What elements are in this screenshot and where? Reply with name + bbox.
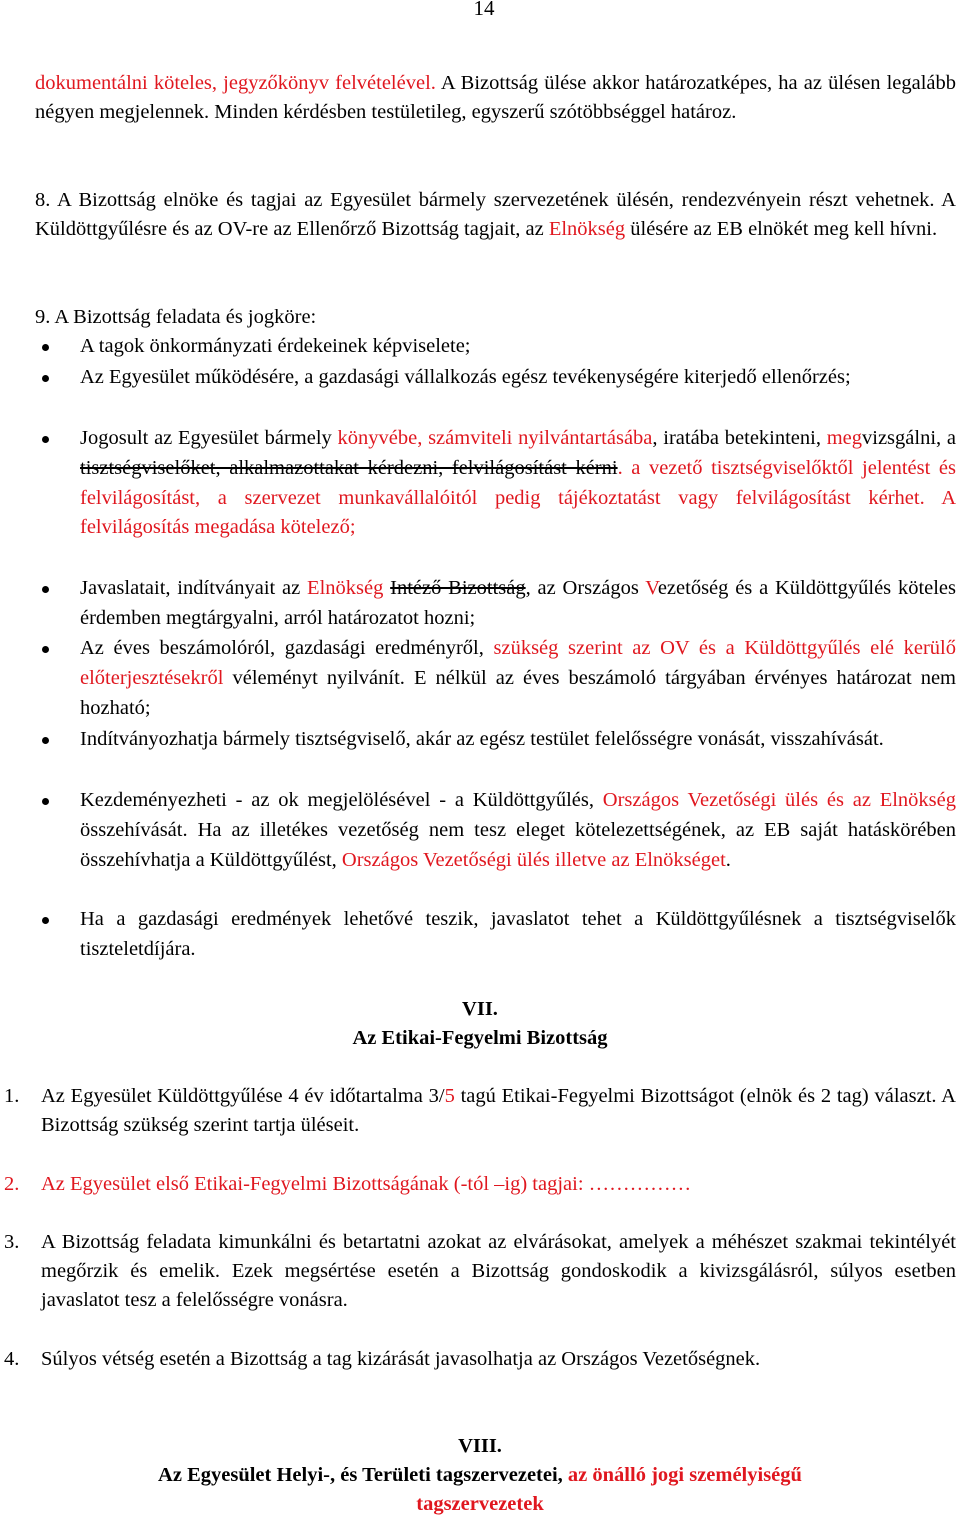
bullet-item-4: [80, 574, 956, 634]
section-vii-roman: VII.: [462, 998, 498, 1020]
b3-text-c: , iratába betekinteni,: [652, 427, 827, 449]
b5-text-a: Az éves beszámolóról, gazdasági eredményről,: [80, 637, 494, 659]
p8-text-c: ülésére az EB elnökét meg kell hívni.: [625, 218, 938, 241]
bullet-2-text: Az Egyesület működésére, a gazdasági vállalkozás egész tevékenységére kiterjedő ellenőrzés;: [80, 366, 851, 388]
section-viii-roman: VIII.: [458, 1435, 502, 1457]
i1-text-c: tagú Etikai-Fegyelmi Bizottságot (elnök és 2 tag) választ. A Bizottság szükség szerint tartja üléseit.: [41, 1085, 956, 1136]
item-1-text: [41, 1082, 956, 1140]
intro-text: A Bizottság ülése akkor határozatképes, ha az ülésen legalább négyen megjelennek. Minden kérdésben testületileg, egyszerű szótöbbséggel határoz.: [35, 72, 957, 124]
b7-red-ov-ulest: Országos Vezetőségi ülés illetve az Elnökséget: [341, 848, 726, 871]
b3-struck-text: tisztségviselőket, alkalmazottakat kérdezni, felvilágosítást kérni: [80, 456, 618, 479]
p8-text-a: 8. A Bizottság elnöke és tagjai az Egyesület bármely szervezetének ülésén, rendezvényein részt vehetnek. A Küldöttgyűlésre és az OV-re az Ellenőrző Bizottság tagjait, az: [35, 189, 956, 241]
b7-text-c: összehívását. Ha az illetékes vezetőség nem tesz eleget kötelezettségének, az EB saját hatáskörében összehívhatja a Küldöttgyűlést,: [80, 818, 956, 871]
section-vii-title: Az Etikai-Fegyelmi Bizottság: [352, 1027, 608, 1049]
bullet-item-6: [80, 725, 956, 755]
bullet-item-3: [80, 424, 956, 543]
b4-text-a: Javaslatait, indítványait az: [80, 577, 308, 599]
s8-title-a: Az Egyesület Helyi-, és Területi tagszervezetei,: [158, 1464, 568, 1486]
bullet-dot: [42, 646, 49, 653]
b3-red-meg: meg: [826, 427, 863, 449]
bullet-dot: [42, 798, 49, 805]
b3-red-konyv: könyvébe, számviteli nyilvántartásába: [337, 427, 653, 449]
section-vii-item-1: [4, 1082, 956, 1140]
b4-red-elnokseg: Elnökség: [307, 577, 384, 599]
bullet-item-2: [80, 363, 956, 393]
item-3-text: A Bizottság feladata kimunkálni és betartatni azokat az elvárásokat, amelyek a méhészet szakmai tekintélyét megőrzik és emelik. Ezek megsértése esetén a Bizottság gondoskodik a kivizsgálásról, súlyos esetben javaslatot tesz a felelősségre vonásra.: [41, 1231, 956, 1311]
i1-text-a: Az Egyesület Küldöttgyűlése 4 év időtartalma 3/: [41, 1085, 445, 1107]
page-number: 14: [473, 0, 495, 20]
item-number: 1.: [4, 1085, 20, 1107]
paragraph-8: [35, 186, 956, 244]
i1-red-5: 5: [444, 1085, 455, 1107]
b4-text-e: , az Országos: [525, 577, 646, 599]
bullet-1-text: A tagok önkormányzati érdekeinek képviselete;: [80, 335, 471, 357]
item-2-text: Az Egyesület első Etikai-Fegyelmi Bizottságának (-tól –ig) tagjai: ……………: [41, 1173, 692, 1195]
bullet-6-text: Indítványozhatja bármely tisztségviselő, akár az egész testület felelősségre vonását, visszahívását.: [80, 728, 884, 750]
bullet-dot: [42, 917, 49, 924]
intro-red-text: dokumentálni köteles, jegyzőkönyv felvételével.: [35, 72, 436, 94]
b5-text-c: véleményt nyilvánít. E nélkül az éves beszámoló tárgyában érvényes határozat nem hozható;: [80, 666, 956, 719]
b4-red-v: V: [645, 577, 658, 599]
section-viii-title: [0, 1461, 960, 1490]
b5-red-text: szükség szerint az OV és a Küldöttgyűlés elé kerülő előterjesztésekről: [80, 637, 956, 689]
bullet-dot: [42, 737, 49, 744]
intro-paragraph: [35, 69, 956, 127]
p9-title-text: 9. A Bizottság feladata és jogköre:: [35, 306, 317, 328]
p8-elnokseg: Elnökség: [548, 218, 626, 241]
item-number: 4.: [4, 1348, 20, 1370]
b4-struck-ib: Intéző Bizottság: [390, 577, 526, 599]
item-number: 2.: [4, 1173, 20, 1195]
b3-text-a: Jogosult az Egyesület bármely: [80, 427, 338, 449]
bullet-item-8: [80, 905, 956, 965]
bullet-8-text: Ha a gazdasági eredmények lehetővé teszik, javaslatot tehet a Küldöttgyűlésnek a tisztségviselők tiszteletdíjára.: [80, 908, 956, 960]
s8-title-red: az önálló jogi személyiségű: [567, 1464, 802, 1486]
bullet-item-5: [80, 634, 956, 723]
bullet-item-1: [80, 332, 956, 362]
bullet-dot: [42, 375, 49, 382]
b7-period: .: [725, 848, 731, 871]
b4-text-g: ezetőség és a Küldöttgyűlés köteles érdemben megtárgyalni, arról határozatot hozni;: [80, 577, 957, 629]
bullet-item-7: [80, 786, 956, 875]
section-viii-title-line2: tagszervezetek: [416, 1493, 544, 1515]
bullet-dot: [42, 344, 49, 351]
b3-red-addition: . a vezető tisztségviselőktől jelentést és felvilágosítást, a szervezet munkavállalóitól pedig tájékoztatást vagy felvilágosítást kérhet. A felvilágosítás megadása kötelező;: [80, 456, 957, 539]
paragraph-9-title: [35, 303, 956, 332]
b7-red-ov-elnokseg: Országos Vezetőségi ülés és az Elnökség: [602, 789, 956, 811]
b3-text-e: vizsgálni, a: [862, 427, 956, 449]
section-vii-item-3: [4, 1228, 956, 1315]
section-vii-item-4: [4, 1345, 956, 1374]
bullet-dot: [42, 586, 49, 593]
item-4-text: Súlyos vétség esetén a Bizottság a tag kizárását javasolhatja az Országos Vezetőségnek.: [41, 1348, 761, 1370]
bullet-dot: [42, 436, 49, 443]
item-number: 3.: [4, 1231, 20, 1253]
section-vii-item-2: [4, 1170, 956, 1199]
b7-text-a: Kezdeményezheti - az ok megjelölésével - a Küldöttgyűlés,: [80, 789, 603, 811]
